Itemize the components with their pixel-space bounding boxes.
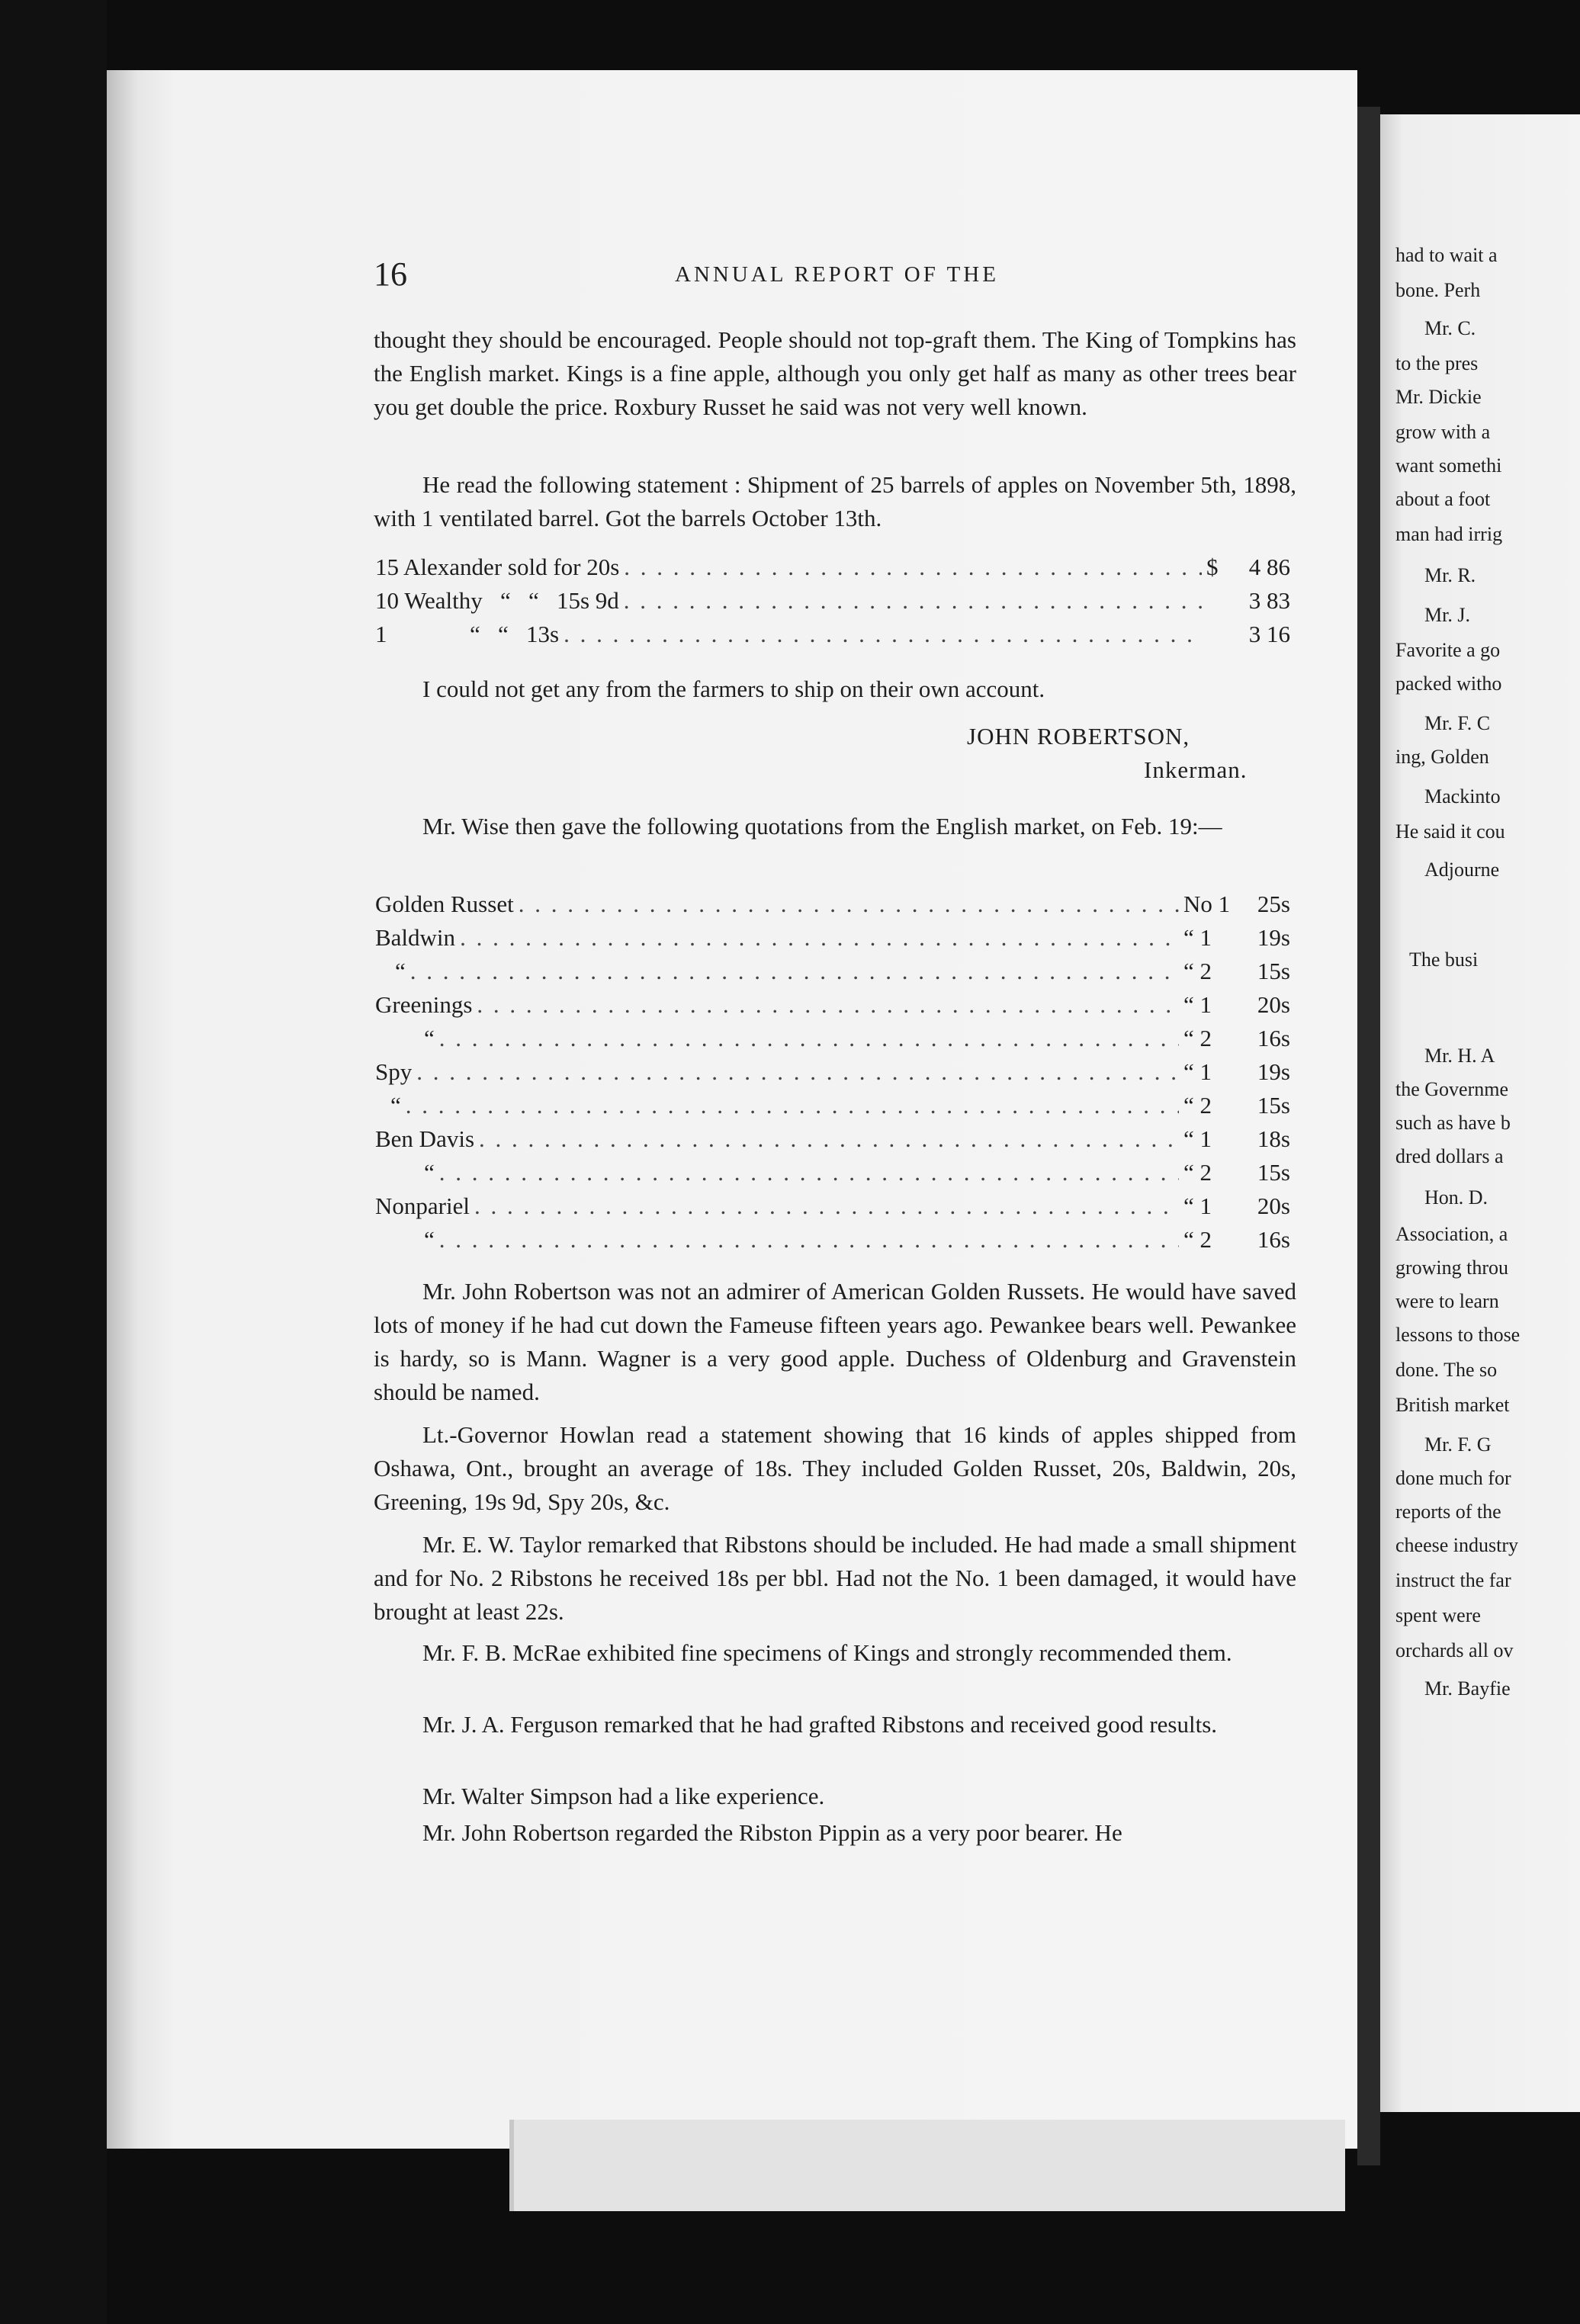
- shipment-label: 1 “ “ 13s: [375, 621, 560, 647]
- shipment-currency: $: [1206, 554, 1219, 580]
- quotation-price: 19s: [1257, 1058, 1290, 1085]
- facing-page-line: the Governme: [1395, 1078, 1509, 1100]
- facing-page-line: packed witho: [1395, 672, 1502, 695]
- quotation-row: [375, 891, 1290, 924]
- quotation-price: 15s: [1257, 1092, 1290, 1119]
- facing-page-line: want somethi: [1395, 454, 1502, 477]
- quotation-grade: “ 1: [1183, 991, 1212, 1018]
- quotation-price: 25s: [1257, 891, 1290, 917]
- leader-dots: [624, 587, 1202, 615]
- facing-page-line: were to learn: [1395, 1290, 1499, 1312]
- leader-dots: [519, 891, 1179, 918]
- paragraph-8: Mr. F. B. McRae exhibited fine specimens of Kings and strongly recommended them.: [422, 1639, 1232, 1666]
- quotation-price: 16s: [1257, 1226, 1290, 1253]
- quotation-row: [375, 958, 1290, 991]
- quotation-variety: Baldwin: [375, 924, 456, 951]
- facing-page-line: done. The so: [1395, 1359, 1498, 1381]
- quotation-variety: Spy: [375, 1058, 413, 1085]
- quotation-grade: “ 1: [1183, 1192, 1212, 1219]
- quotation-row: [375, 1192, 1290, 1226]
- paragraph-1: thought they should be encouraged. People should not top-graft them. The King of Tompkins has the English market. Kings is a fine apple, although you only get half as many as other trees bear you get double the price. Roxbury Russet he said was not very well known.: [374, 326, 1296, 420]
- facing-page-line: Mr. Bayfie: [1424, 1677, 1511, 1700]
- quotation-grade: “ 2: [1183, 1226, 1212, 1253]
- quotation-row: [375, 924, 1290, 958]
- quotation-variety: Golden Russet: [375, 891, 514, 917]
- facing-page-line: cheese industry: [1395, 1534, 1519, 1556]
- quotation-price: 19s: [1257, 924, 1290, 951]
- facing-page-line: dred dollars a: [1395, 1145, 1504, 1167]
- paragraph-6: Lt.-Governor Howlan read a statement showing that 16 kinds of apples shipped from Oshawa, Ont., brought an average of 18s. They included Golden Russet, 20s, Baldwin, 20s, Greening, 19s 9d, Spy 20s, &c.: [374, 1421, 1296, 1515]
- quotation-variety: Nonpariel: [375, 1192, 470, 1219]
- facing-page-line: He said it cou: [1395, 820, 1505, 843]
- leader-dots: [439, 1159, 1179, 1186]
- leader-dots: [406, 1092, 1179, 1119]
- shipment-row: [375, 554, 1290, 587]
- facing-page-line: to the pres: [1395, 352, 1479, 374]
- quotation-price: 16s: [1257, 1025, 1290, 1051]
- quotation-row: [375, 1025, 1290, 1058]
- facing-page-line: instruct the far: [1395, 1569, 1511, 1591]
- quotation-row: [375, 1092, 1290, 1125]
- facing-page-line: had to wait a: [1395, 244, 1498, 266]
- facing-page-line: British market: [1395, 1394, 1510, 1416]
- facing-page-line: Mr. C.: [1424, 317, 1476, 339]
- facing-page-line: Adjourne: [1424, 859, 1500, 881]
- quotation-grade: “ 2: [1183, 1025, 1212, 1051]
- quotation-variety: “: [424, 1159, 435, 1186]
- facing-page-line: lessons to those: [1395, 1324, 1521, 1346]
- facing-page-line: Mr. H. A: [1424, 1045, 1495, 1067]
- quotation-price: 20s: [1257, 991, 1290, 1018]
- leader-dots: [439, 1025, 1179, 1052]
- book-gutter: [1357, 107, 1380, 2165]
- facing-page-line: man had irrig: [1395, 523, 1503, 545]
- facing-page-line: Mr. Dickie: [1395, 386, 1482, 408]
- paragraph-10: Mr. Walter Simpson had a like experience.: [422, 1783, 825, 1809]
- facing-page-line: grow with a: [1395, 421, 1491, 443]
- page-tab: [509, 2120, 1345, 2211]
- facing-page-line: Hon. D.: [1424, 1186, 1488, 1209]
- quotation-grade: “ 2: [1183, 1159, 1212, 1186]
- paragraph-11: Mr. John Robertson regarded the Ribston Pippin as a very poor bearer. He: [422, 1819, 1122, 1846]
- signature-place: Inkerman.: [1144, 756, 1248, 783]
- facing-page: [1380, 114, 1580, 2112]
- page-number: 16: [374, 255, 407, 293]
- quotation-grade: “ 2: [1183, 1092, 1212, 1119]
- quotation-variety: “: [390, 1092, 401, 1119]
- quotation-price: 15s: [1257, 1159, 1290, 1186]
- paragraph-4: Mr. Wise then gave the following quotations from the English market, on Feb. 19:—: [422, 813, 1222, 839]
- shipment-amount: 3 83: [1248, 587, 1290, 614]
- leader-dots: [474, 1192, 1179, 1220]
- signature-name: JOHN ROBERTSON,: [967, 723, 1190, 750]
- paragraph-3: I could not get any from the farmers to ship on their own account.: [422, 676, 1045, 702]
- quotation-price: 20s: [1257, 1192, 1290, 1219]
- quotation-variety: “: [424, 1025, 435, 1051]
- quotation-row: [375, 1159, 1290, 1192]
- shipment-row: [375, 621, 1290, 654]
- leader-dots: [439, 1226, 1179, 1253]
- facing-page-line: Mr. F. G: [1424, 1433, 1492, 1456]
- quotation-grade: “ 1: [1183, 1125, 1212, 1152]
- shipment-amount: 3 16: [1248, 621, 1290, 647]
- facing-page-line: Mr. F. C: [1424, 712, 1491, 734]
- leader-dots: [410, 958, 1179, 985]
- quotation-price: 15s: [1257, 958, 1290, 984]
- quotation-grade: “ 1: [1183, 1058, 1212, 1085]
- facing-page-line: orchards all ov: [1395, 1639, 1514, 1661]
- leader-dots: [477, 991, 1179, 1019]
- facing-page-line: Favorite a go: [1395, 639, 1501, 661]
- quotation-variety: Ben Davis: [375, 1125, 475, 1152]
- paragraph-5: Mr. John Robertson was not an admirer of American Golden Russets. He would have saved lots of money if he had cut down the Fameuse fifteen years ago. Pewankee bears well. Pewankee is hardy, so is Mann. Wagner is a very good apple. Duchess of Oldenburg and Gravenstein should be named.: [374, 1278, 1296, 1405]
- quotation-row: [375, 991, 1290, 1025]
- shipment-label: 15 Alexander sold for 20s: [375, 554, 620, 580]
- paragraph-2: He read the following statement : Shipment of 25 barrels of apples on November 5th, 1898, with 1 ventilated barrel. Got the barrels October 13th.: [374, 471, 1296, 531]
- leader-dots: [460, 924, 1179, 952]
- facing-page-line: The busi: [1409, 949, 1479, 971]
- facing-page-line: about a foot: [1395, 488, 1491, 510]
- facing-page-line: spent were: [1395, 1604, 1481, 1626]
- facing-page-line: done much for: [1395, 1467, 1511, 1489]
- facing-page-line: Mr. R.: [1424, 564, 1476, 586]
- facing-page-line: such as have b: [1395, 1112, 1511, 1134]
- shipment-amount: 4 86: [1248, 554, 1290, 580]
- leader-dots: [564, 621, 1202, 648]
- quotation-row: [375, 1226, 1290, 1260]
- quotation-grade: “ 2: [1183, 958, 1212, 984]
- facing-page-line: growing throu: [1395, 1257, 1509, 1279]
- facing-page-line: ing, Golden: [1395, 746, 1489, 768]
- leader-dots: [624, 554, 1202, 581]
- leader-dots: [479, 1125, 1179, 1153]
- running-head: ANNUAL REPORT OF THE: [675, 262, 999, 287]
- shipment-row: [375, 587, 1290, 621]
- facing-page-line: bone. Perh: [1395, 279, 1481, 301]
- scan-border: [0, 0, 107, 2324]
- facing-page-line: Mackinto: [1424, 785, 1501, 807]
- leader-dots: [416, 1058, 1179, 1086]
- facing-page-line: Mr. J.: [1424, 604, 1470, 626]
- paragraph-9: Mr. J. A. Ferguson remarked that he had grafted Ribstons and received good results.: [422, 1711, 1218, 1738]
- shipment-label: 10 Wealthy “ “ 15s 9d: [375, 587, 619, 614]
- paragraph-7: Mr. E. W. Taylor remarked that Ribstons should be included. He had made a small shipment and for No. 2 Ribstons he received 18s per bbl. Had not the No. 1 been damaged, it would have brought at least 22s.: [374, 1531, 1296, 1625]
- quotation-variety: “: [424, 1226, 435, 1253]
- quotation-grade: No 1: [1183, 891, 1231, 917]
- quotation-variety: “: [395, 958, 406, 984]
- quotation-grade: “ 1: [1183, 924, 1212, 951]
- quotation-row: [375, 1125, 1290, 1159]
- page-header: [374, 255, 1289, 300]
- quotation-row: [375, 1058, 1290, 1092]
- quotation-variety: Greenings: [375, 991, 473, 1018]
- facing-page-line: reports of the: [1395, 1501, 1501, 1523]
- quotation-price: 18s: [1257, 1125, 1290, 1152]
- facing-page-line: Association, a: [1395, 1223, 1508, 1245]
